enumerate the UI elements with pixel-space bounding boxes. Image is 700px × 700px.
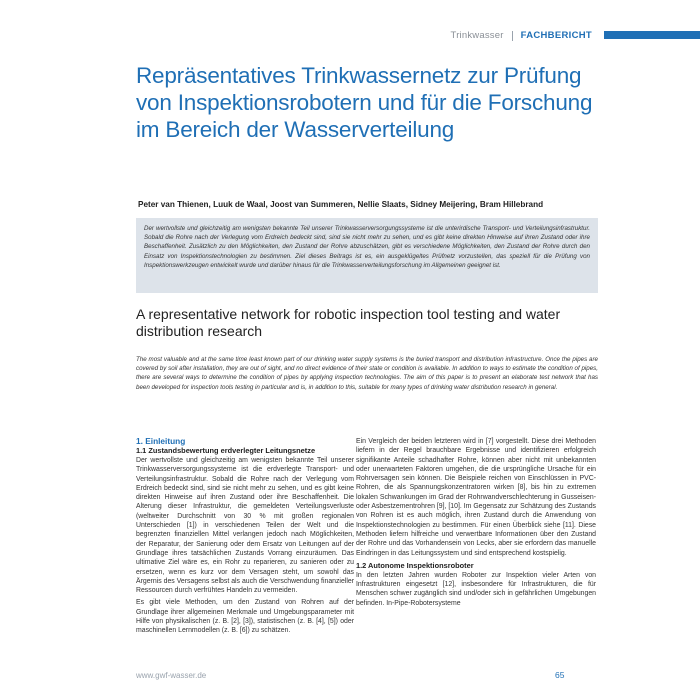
german-abstract-box: [136, 218, 598, 293]
body-column-right: [356, 437, 596, 608]
german-abstract: Der wertvollste und gleichzeitig am wenigsten bekannte Teil unserer Trinkwasserversorgungssysteme ist die unterirdische Transport- und Verteilungsinfrastruktur. Sobald die Rohre nach der Verlegung vom Erdreich bedeckt sind, sind sie nicht mehr zu sehen, und es gibt keine direkten Hinweise auf ihren Zustand oder ihre Beschaffenheit. Zusätzlich zu den Möglichkeiten, den Zustand der Rohre abzuschätzen, gibt es verschiedene Möglichkeiten, den Zustand der Rohre durch den Einsatz von Inspektionstechnologien zu bestimmen. Ziel dieses Beitrags ist es, ein ausgeklügeltes Prüfnetz vorzustellen, das speziell für die Prüfung von Inspektionswerkzeugen entwickelt wurde und darüber hinaus für die Trinkwasserverteilungsforschung im Allgemeinen geeignet ist.: [144, 225, 590, 269]
subsection-heading-1-1: 1.1 Zustandsbewertung erdverlegter Leitungsnetze: [136, 446, 316, 455]
section-heading-introduction: 1. Einleitung: [136, 436, 186, 446]
english-title: A representative network for robotic inspection tool testing and water distribution research: [136, 306, 561, 339]
article-title: Repräsentatives Trinkwassernetz zur Prüfung von Inspektionsrobotern und für die Forschung im Bereich der Wasserverteilung: [136, 63, 593, 142]
body-paragraph: Der wertvollste und gleichzeitig am wenigsten bekannte Teil unserer Trinkwasserversorgungssysteme ist die erdverlegte Transport- und Verteilungsinfrastruktur. Sobald die Rohre nach der Verlegung vom Erdreich bedeckt sind, sind sie nicht mehr zu sehen, und es gibt keine direkten Hinweise auf ihren Zustand oder ihre Beschaffenheit. Die Alterung dieser Infrastruktur, die gemeldeten Verteilungsverluste (weltweiter Durchschnitt von 30 % mit großen regionalen Unterschieden [1]) in verschiedenen Teilen der Welt und die begrenzten finanziellen Mittel verlangen jedoch nach Möglichkeiten, der Reparatur, der Sanierung oder dem Ersatz von Leitungen auf der Grundlage ihres tatsächlichen Zustands Vorrang einzuräumen. Das ultimative Ziel wäre es, ein Rohr zu reparieren, zu sanieren oder zu ersetzen, wenn es kurz vor dem Versagen steht, um sowohl das Ärgernis des Versagens selbst als auch die Verschwendung finanzieller Ressourcen durch verfrühtes Handeln zu vermeiden.: [136, 457, 354, 595]
body-paragraph: Ein Vergleich der beiden letzteren wird in [7] vorgestellt. Diese drei Methoden liefern in der Regel brauchbare Ergebnisse und identifizieren erfolgreich signifikante Anteile schadhafter Rohre, können aber nicht mit unbekannten oder unerwarteten Faktoren umgehen, die die ursprüngliche Ursache für ein Rohrversagen sein können. Die Beispiele reichen von Einschlüssen in PVC-Rohren, die als Spannungskonzentratoren wirken [8], bis hin zu extremen lokalen Schwankungen im Grad der Rohrwandverschlechterung in Gusseisen- oder Asbestzementrohren [9], [10]. Im Gegensatz zur Schätzung des Zustands von Rohren ist es auch möglich, ihren Zustand durch die Anwendung von Inspektionstechnologien zu bestimmen. Für einen Überblick siehe [11]. Diese Methoden liefern hilfreiche und verwertbare Informationen über den Zustand der Rohre und das Vorhandensein von Lecks, aber sie erfordern das manuelle Eindringen in das Leitungssystem und sind entsprechend kostspielig.: [356, 438, 596, 557]
page-number: 65: [555, 670, 565, 680]
running-header: [451, 30, 592, 41]
header-separator: [512, 31, 513, 41]
header-section: FACHBERICHT: [520, 30, 592, 41]
author-list: Peter van Thienen, Luuk de Waal, Joost van Summeren, Nellie Slaats, Sidney Meijering, Bram Hillebrand: [138, 200, 544, 209]
body-column-left: [136, 436, 354, 636]
footer-url: www.gwf-wasser.de: [136, 671, 207, 680]
body-paragraph: In den letzten Jahren wurden Roboter zur Inspektion vieler Arten von Infrastrukturen eingesetzt [12], insbesondere für Infrastrukturen, die für Menschen schwer zugänglich sind und/oder sich in gefährlichen Umgebungen befinden. In-Pipe-Robotersysteme: [356, 571, 596, 607]
header-accent-bar: [604, 31, 700, 39]
english-abstract: The most valuable and at the same time least known part of our drinking water supply systems is the buried transport and distribution infrastructure. Once the pipes are covered by soil after installation, they are out of sight, and no direct evidence of their state or condition is available. In addition to ways to estimate the condition of pipes, there are several ways to determine the condition of pipes by applying inspection technologies. The aim of this paper is to present an elaborate test network that has been developed for inspection tools testing in particular and is, in addition to this, suitable for many types of drinking water distribution research in general.: [136, 356, 598, 391]
header-category: Trinkwasser: [450, 30, 504, 41]
body-paragraph: Es gibt viele Methoden, um den Zustand von Rohren auf der Grundlage ihrer allgemeinen Merkmale und Umgebungsparameter mit Hilfe von physikalischen (z. B. [2], [3]), statistischen (z. B. [4], [5]) oder maschinellen Lernmodellen (z. B. [6]) zu schätzen.: [136, 599, 354, 635]
subsection-heading-1-2: 1.2 Autonome Inspektionsroboter: [356, 560, 474, 570]
